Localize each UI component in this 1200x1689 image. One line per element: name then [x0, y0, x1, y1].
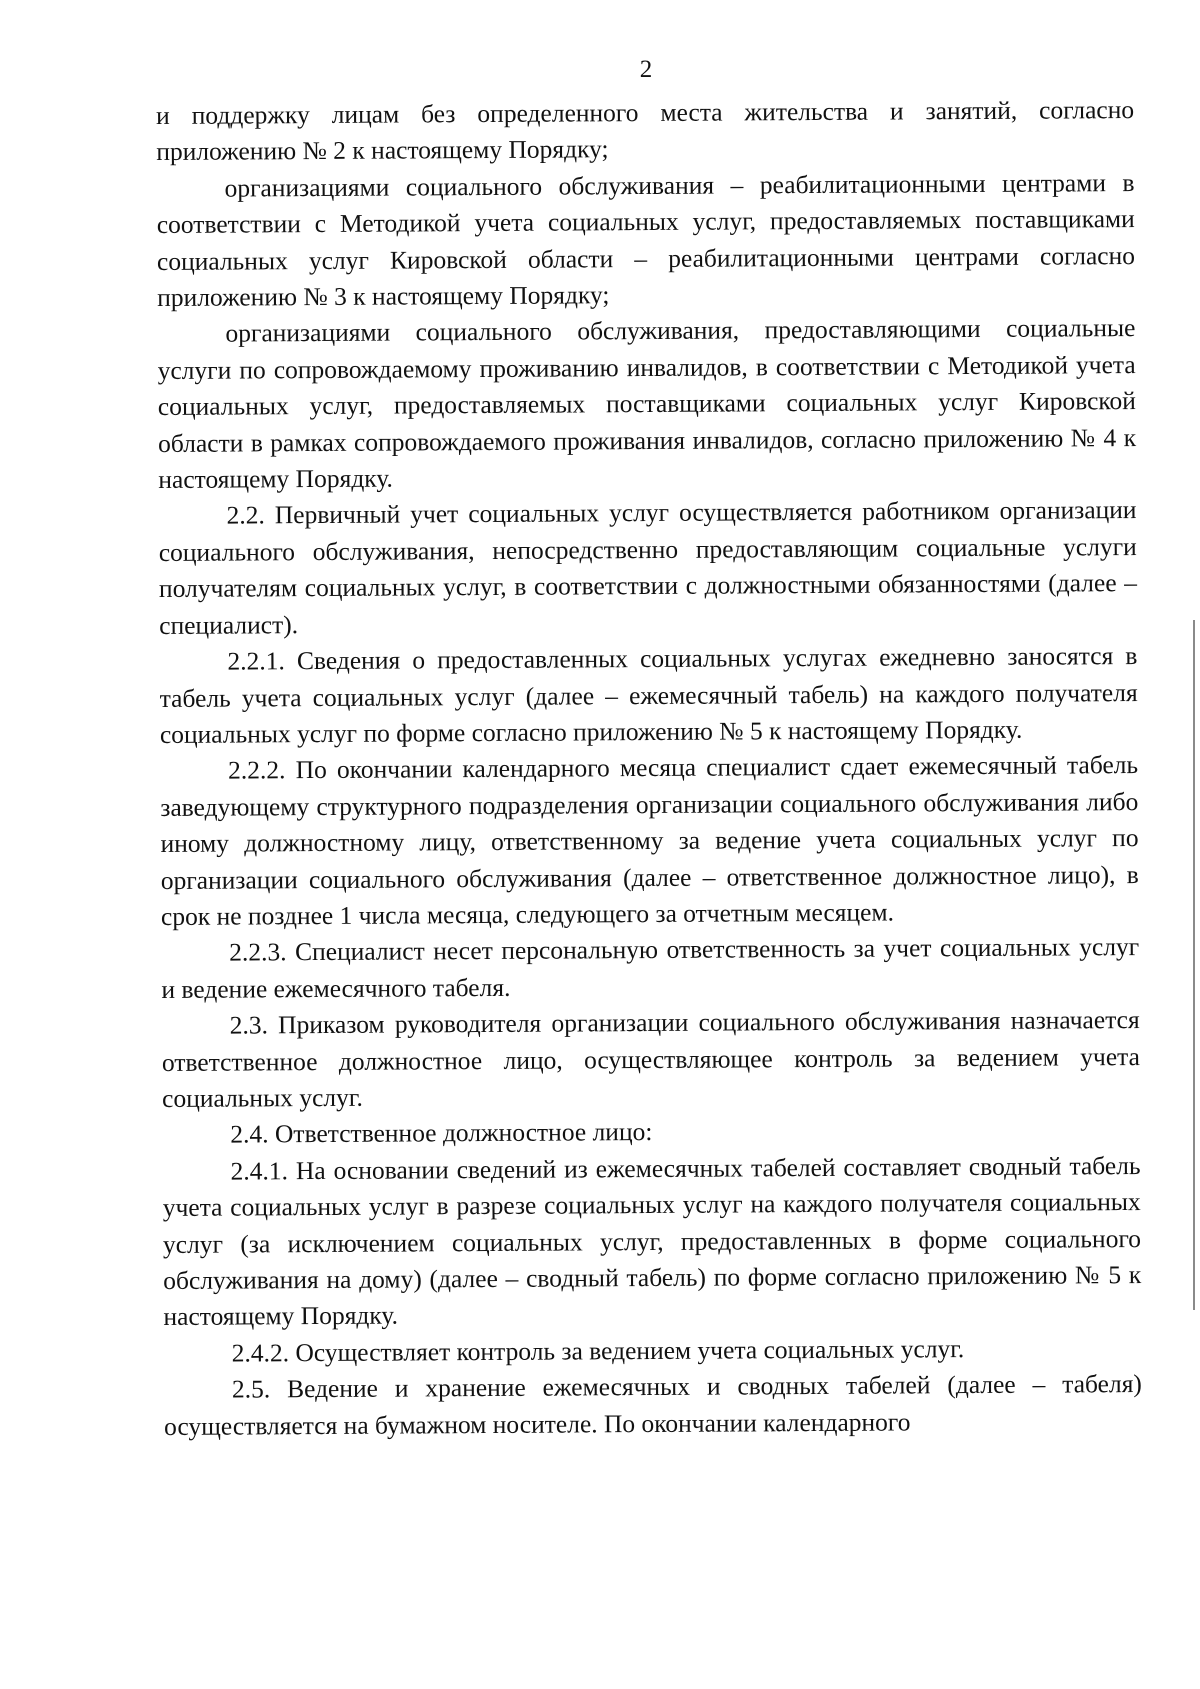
- page-number: 2: [639, 56, 653, 83]
- paragraph-2-2-1: 2.2.1. Сведения о предоставленных социальных услугах ежедневно заносятся в табель учета социальных услуг (далее – ежемесячный табель) на каждого получателя социальных услуг по форме согласно приложению № 5 к настоящему Порядку.: [159, 641, 1138, 749]
- paragraph-rehab-centers: организациями социального обслуживания – реабилитационными центрами в соответствии с Методикой учета социальных услуг, предоставляемых поставщиками социальных услуг Кировской области – реабилитационными центрами согласно приложению № 3 к настоящему Порядку;: [156, 167, 1136, 313]
- document-body: [156, 92, 1142, 1445]
- paragraph-assisted-living: организациями социального обслуживания, предоставляющими социальные услуги по сопровождаемому проживанию инвалидов, в соответствии с Методикой учета социальных услуг, предоставляемых поставщиками социальных услуг Кировской области в рамках сопровождаемого проживания инвалидов, согласно приложению № 4 к настоящему Порядку.: [157, 313, 1137, 495]
- paragraph-2-4-2: 2.4.2. Осуществляет контроль за ведением учета социальных услуг.: [231, 1333, 965, 1368]
- paragraph-2-2: 2.2. Первичный учет социальных услуг осуществляется работником организации социального обслуживания, непосредственно предоставляющим социальные услуги получателям социальных услуг, в соответствии с должностными обязанностями (далее – специалист).: [158, 495, 1138, 640]
- paragraph-2-2-3: 2.2.3. Специалист несет персональную ответственность за учет социальных услуг и ведение ежемесячного табеля.: [161, 932, 1140, 1004]
- paragraph-2-4: 2.4. Ответственное должностное лицо:: [230, 1117, 653, 1149]
- paragraph-continuation: и поддержку лицам без определенного места жительства и занятий, согласно приложению № 2 к настоящему Порядку;: [156, 95, 1135, 167]
- scan-edge-line: [1193, 620, 1195, 1310]
- paragraph-2-4-1: 2.4.1. На основании сведений из ежемесячных табелей составляет сводный табель учета социальных услуг в разрезе социальных услуг на каждого получателя социальных услуг (за исключением социальных услуг, предоставленных в форме социального обслуживания на дому) (далее – сводный табель) по форме согласно приложению № 5 к настоящему Порядку.: [162, 1150, 1142, 1332]
- paragraph-2-5: 2.5. Ведение и хранение ежемесячных и сводных табелей (далее – табеля) осуществляется на бумажном носителе. По окончании календарного: [164, 1369, 1142, 1441]
- paragraph-2-3: 2.3. Приказом руководителя организации социального обслуживания назначается ответственное должностное лицо, осуществляющее контроль за ведением учета социальных услуг.: [161, 1005, 1140, 1113]
- paragraph-2-2-2: 2.2.2. По окончании календарного месяца специалист сдает ежемесячный табель заведующему структурного подразделения организации социального обслуживания либо иному должностному лицу, ответственному за ведение учета социальных услуг по организации социального обслуживания (далее – ответственное должностное лицо), в срок не позднее 1 числа месяца, следующего за отчетным месяцем.: [160, 750, 1139, 931]
